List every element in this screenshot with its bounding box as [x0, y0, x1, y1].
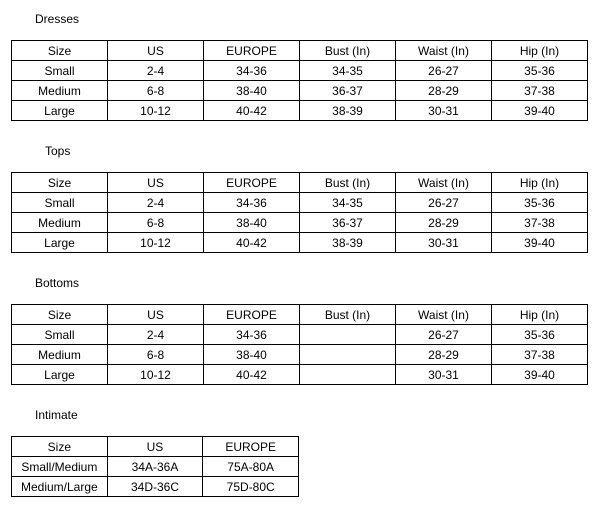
section-title-dresses: Dresses	[35, 12, 80, 26]
column-header: Size	[12, 41, 108, 61]
table-cell: Small	[12, 61, 108, 81]
table-cell: 6-8	[108, 81, 204, 101]
table-cell: 2-4	[108, 61, 204, 81]
table-cell: 34D-36C	[107, 477, 203, 497]
column-header: US	[107, 437, 203, 457]
table-cell: 34-36	[204, 61, 300, 81]
table-cell: 40-42	[204, 101, 300, 121]
table-cell: 39-40	[492, 365, 588, 385]
table-cell: 10-12	[108, 365, 204, 385]
table-row	[12, 213, 588, 233]
column-header: Size	[12, 305, 108, 325]
table-cell: 34-36	[204, 325, 300, 345]
table-row	[12, 81, 588, 101]
table-cell: Small	[12, 325, 108, 345]
column-header: EUROPE	[204, 305, 300, 325]
table-cell: 26-27	[396, 61, 492, 81]
table-cell: 34-35	[300, 61, 396, 81]
table-row	[12, 325, 588, 345]
table-row	[12, 365, 588, 385]
table-row	[12, 101, 588, 121]
table-cell: 75A-80A	[203, 457, 299, 477]
table-cell: 6-8	[108, 213, 204, 233]
table-cell: 40-42	[204, 233, 300, 253]
column-header: Waist (In)	[396, 305, 492, 325]
section-title-intimate: Intimate	[35, 408, 78, 422]
table-cell: 2-4	[108, 325, 204, 345]
table-cell: 35-36	[492, 193, 588, 213]
table-cell: 30-31	[396, 101, 492, 121]
section-title-bottoms: Bottoms	[35, 276, 80, 290]
table-cell: 26-27	[396, 325, 492, 345]
column-header: Bust (In)	[300, 41, 396, 61]
size-table-tops	[11, 172, 588, 253]
table-row	[12, 193, 588, 213]
table-cell: 38-39	[300, 101, 396, 121]
column-header: US	[108, 305, 204, 325]
table-cell: Medium	[12, 213, 108, 233]
table-row	[12, 345, 588, 365]
table-cell: Medium	[12, 345, 108, 365]
table-cell: 10-12	[108, 233, 204, 253]
table-cell: 37-38	[492, 81, 588, 101]
table-cell: Small/Medium	[12, 457, 108, 477]
table-cell: 38-39	[300, 233, 396, 253]
table-row	[12, 477, 299, 497]
column-header: EUROPE	[204, 173, 300, 193]
table-cell: 34-35	[300, 193, 396, 213]
column-header: Hip (In)	[492, 41, 588, 61]
table-cell: 36-37	[300, 81, 396, 101]
table-row	[12, 61, 588, 81]
table-header-row	[12, 437, 299, 457]
size-table-intimate	[11, 436, 299, 497]
table-cell: Small	[12, 193, 108, 213]
column-header: EUROPE	[203, 437, 299, 457]
column-header: US	[108, 173, 204, 193]
table-cell: 34A-36A	[107, 457, 203, 477]
table-cell	[300, 365, 396, 385]
size-table-bottoms	[11, 304, 588, 385]
table-cell: 10-12	[108, 101, 204, 121]
table-cell: 28-29	[396, 81, 492, 101]
column-header: Size	[12, 173, 108, 193]
table-cell: 40-42	[204, 365, 300, 385]
column-header: Hip (In)	[492, 305, 588, 325]
table-cell	[300, 325, 396, 345]
table-cell: 36-37	[300, 213, 396, 233]
table-header-row	[12, 305, 588, 325]
column-header: Hip (In)	[492, 173, 588, 193]
table-cell: 34-36	[204, 193, 300, 213]
table-row	[12, 233, 588, 253]
table-cell: 38-40	[204, 213, 300, 233]
column-header: Size	[12, 437, 108, 457]
table-cell: 38-40	[204, 81, 300, 101]
table-cell: 26-27	[396, 193, 492, 213]
table-cell: 28-29	[396, 345, 492, 365]
table-row	[12, 457, 299, 477]
table-cell: 39-40	[492, 101, 588, 121]
column-header: US	[108, 41, 204, 61]
column-header: EUROPE	[204, 41, 300, 61]
column-header: Bust (In)	[300, 305, 396, 325]
table-cell	[300, 345, 396, 365]
table-cell: 2-4	[108, 193, 204, 213]
table-cell: 30-31	[396, 365, 492, 385]
column-header: Waist (In)	[396, 173, 492, 193]
table-cell: 38-40	[204, 345, 300, 365]
table-cell: 35-36	[492, 61, 588, 81]
table-header-row	[12, 173, 588, 193]
table-cell: Large	[12, 365, 108, 385]
size-table-dresses	[11, 40, 588, 121]
table-cell: 39-40	[492, 233, 588, 253]
table-cell: 75D-80C	[203, 477, 299, 497]
column-header: Bust (In)	[300, 173, 396, 193]
column-header: Waist (In)	[396, 41, 492, 61]
table-cell: 37-38	[492, 345, 588, 365]
table-header-row	[12, 41, 588, 61]
table-cell: 6-8	[108, 345, 204, 365]
table-cell: Large	[12, 101, 108, 121]
table-cell: 30-31	[396, 233, 492, 253]
table-cell: 35-36	[492, 325, 588, 345]
table-cell: Medium	[12, 81, 108, 101]
table-cell: 37-38	[492, 213, 588, 233]
section-title-tops: Tops	[45, 144, 71, 158]
table-cell: Large	[12, 233, 108, 253]
table-cell: 28-29	[396, 213, 492, 233]
table-cell: Medium/Large	[12, 477, 108, 497]
